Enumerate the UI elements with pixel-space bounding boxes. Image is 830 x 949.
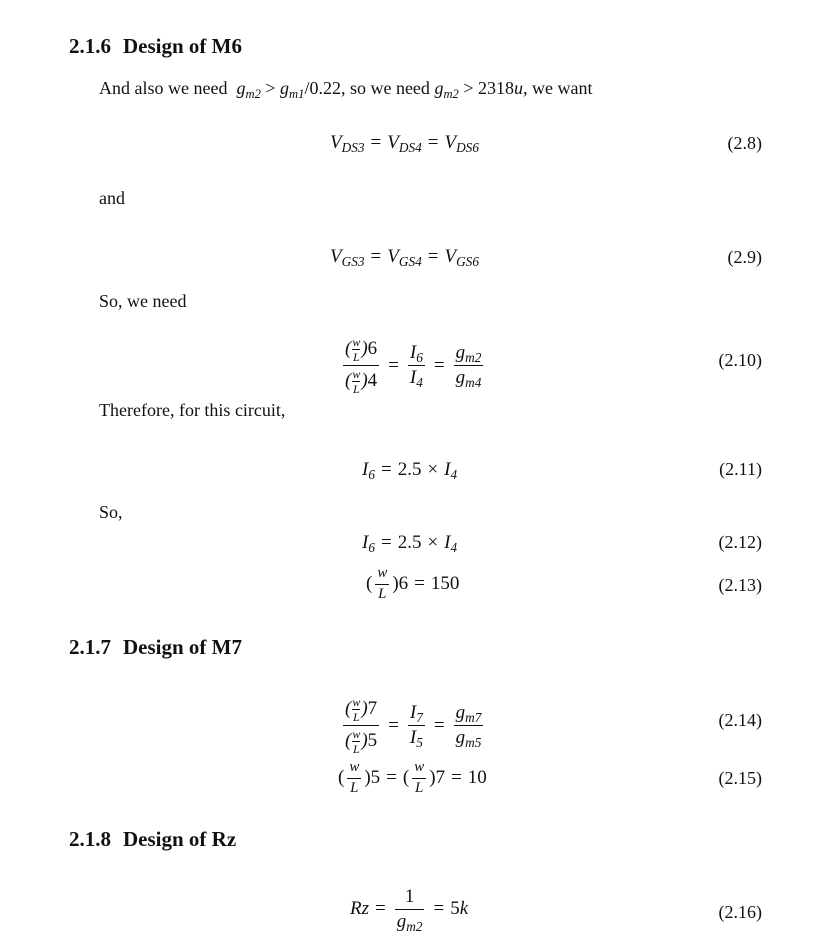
fraction-w-over-l: $\frac{w}{L}$ <box>349 759 360 796</box>
section-number: 2.1.8 <box>69 827 111 851</box>
fraction-gm7-over-gm5: $\frac{g_{m7}}{g_{m5}}$ <box>455 702 482 751</box>
section-title: Design of M7 <box>123 635 242 659</box>
width-ratio-value: 150 <box>430 573 460 595</box>
equation-number-2-13: (2.13) <box>718 575 762 595</box>
section-heading-2-1-7 <box>69 635 242 660</box>
fraction-1-over-gm2: $\frac{1}{g_{m2}}$ <box>396 886 423 935</box>
equation-2-13: ( $\frac{w}{L}$ )6 = 150 <box>366 565 460 602</box>
equation-number-2-12: (2.12) <box>718 532 762 552</box>
fraction-w-over-l: $\frac{w}{L}$ <box>414 759 425 796</box>
text-so: So, <box>99 502 123 522</box>
equation-number-2-9: (2.9) <box>727 247 762 267</box>
text-and: and <box>99 188 125 208</box>
intro-text-end: , we want <box>523 78 593 98</box>
intro-text-start: And also we need <box>99 78 228 98</box>
fraction-wl7-over-wl5: ( $\frac{w}{L}$ )7 ( $\frac{w}{L}$ )5 <box>345 695 378 756</box>
text-so-we-need: So, we need <box>99 291 187 311</box>
factor-value: 2.5 <box>397 459 422 480</box>
intro-text-middle: , so we need <box>340 78 430 98</box>
fraction-i6-over-i4: $\frac{I_6}{I_4}$ <box>409 342 423 391</box>
section-number: 2.1.6 <box>69 34 111 58</box>
equation-number-2-10: (2.10) <box>718 350 762 370</box>
fraction-w-over-l: $\frac{w}{L}$ <box>377 565 388 602</box>
equation-number-2-16: (2.16) <box>718 902 762 922</box>
section-title: Design of M6 <box>123 34 242 58</box>
text-therefore: Therefore, for this circuit, <box>99 400 286 420</box>
intro-sentence <box>99 78 593 102</box>
equation-2-15: ( $\frac{w}{L}$ )5 = ( $\frac{w}{L}$ )7 = 10 <box>338 759 487 796</box>
equation-2-16: Rz = $\frac{1}{g_{m2}}$ = 5 k <box>350 886 469 935</box>
equation-number-2-11: (2.11) <box>719 459 762 479</box>
equation-2-8: $V_{DS3} = V_{DS4} = V_{DS6}$ <box>330 132 479 156</box>
inline-math-gm2-threshold: $g_{m2} > 2318u$ <box>434 78 523 102</box>
equation-2-11: $I_6 = 2.5 \times I_4$ <box>362 459 458 483</box>
fraction-wl6-over-wl4: ( $\frac{w}{L}$ )6 ( $\frac{w}{L}$ )4 <box>345 335 378 396</box>
section-number: 2.1.7 <box>69 635 111 659</box>
inline-math-gm2-gt-gm1: $g_{m2} > g_{m1}/0.22$ <box>231 78 341 102</box>
ratio-value: 0.22 <box>309 78 341 98</box>
section-title: Design of Rz <box>123 827 237 851</box>
fraction-i7-over-i5: $\frac{I_7}{I_5}$ <box>409 702 423 751</box>
equation-number-2-15: (2.15) <box>718 768 762 788</box>
equation-2-12: $I_6 = 2.5 \times I_4$ <box>362 532 458 556</box>
factor-value: 2.5 <box>397 532 422 553</box>
equation-2-9: $V_{GS3} = V_{GS4} = V_{GS6}$ <box>330 246 479 270</box>
width-ratio-value: 10 <box>467 767 487 789</box>
threshold-value: 2318 <box>478 78 514 98</box>
equation-2-14: ( $\frac{w}{L}$ )7 ( $\frac{w}{L}$ )5 = $\frac{I_7}{I_5}$ = $\frac{g_{m7}}{g_{m5}}$ <box>345 695 482 756</box>
equation-2-10: ( $\frac{w}{L}$ )6 ( $\frac{w}{L}$ )4 = $\frac{I_6}{I_4}$ = $\frac{g_{m2}}{g_{m4}}$ <box>345 335 482 396</box>
fraction-gm2-over-gm4: $\frac{g_{m2}}{g_{m4}}$ <box>455 342 482 391</box>
section-heading-2-1-8 <box>69 827 236 852</box>
resistance-value: 5 <box>450 898 460 920</box>
equation-number-2-14: (2.14) <box>718 710 762 730</box>
section-heading-2-1-6 <box>69 34 242 59</box>
equation-number-2-8: (2.8) <box>727 133 762 153</box>
